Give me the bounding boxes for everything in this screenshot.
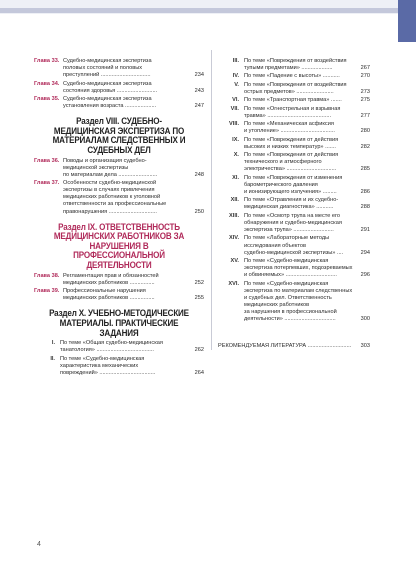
entry-number: XII. xyxy=(230,197,239,204)
entry-number: XVI. xyxy=(228,280,239,287)
entry-page: 243 xyxy=(194,87,204,94)
entry-page: 255 xyxy=(194,295,204,302)
top-bar xyxy=(0,8,398,13)
entry-title: По теме «Лабораторные методы исследования объектов судебно-медицинской экспертизы» .... xyxy=(244,235,344,256)
entry-title: По теме «Повреждения от действия технического и атмосферного электричества» ................................ xyxy=(244,152,339,173)
entry-number: IX. xyxy=(232,136,239,143)
topic-list-left xyxy=(34,340,204,377)
entry-title: По теме «Падение с высоты» ........... xyxy=(244,73,340,80)
topic-entry[interactable] xyxy=(218,258,370,279)
entry-number: III. xyxy=(232,58,239,64)
entry-number: Глава 34. xyxy=(34,80,60,87)
literature-page: 303 xyxy=(360,343,370,350)
entry-title: По теме «Повреждения от воздействия острых предметов» ........................ xyxy=(244,81,347,95)
topic-entry[interactable] xyxy=(218,213,370,234)
entry-title: По теме «Повреждения от воздействия тупыми предметами» .................... xyxy=(244,58,347,72)
entry-title: Судебно-медицинская экспертиза состояния здоровья .......................... xyxy=(63,80,158,94)
entry-number: Глава 35. xyxy=(34,96,60,103)
entry-page: 270 xyxy=(360,73,370,80)
literature-entry[interactable] xyxy=(218,343,370,350)
entry-number: Глава 33. xyxy=(34,58,60,64)
chapter-entry[interactable] xyxy=(34,58,204,79)
entry-page: 252 xyxy=(194,279,204,286)
entry-number: Глава 38. xyxy=(34,272,60,279)
entry-title: Судебно-медицинская экспертиза установления возраста .................... xyxy=(63,96,157,110)
entry-page: 291 xyxy=(360,227,370,234)
entry-page: 294 xyxy=(360,249,370,256)
topic-entry[interactable] xyxy=(218,106,370,120)
entry-number: XIII. xyxy=(229,212,239,219)
topic-entry[interactable] xyxy=(218,197,370,211)
entry-number: Глава 37. xyxy=(34,180,60,187)
toc-left-column xyxy=(34,58,204,378)
toc-right-column xyxy=(218,58,370,352)
entry-page: 247 xyxy=(194,103,204,110)
entry-title: По теме «Отравления и их судебно- медицинская диагностика» ........... xyxy=(244,197,339,211)
topic-entry[interactable] xyxy=(218,175,370,196)
entry-page: 267 xyxy=(360,65,370,72)
entry-number: VII. xyxy=(230,105,239,112)
entry-title: По теме «Повреждения от изменения барометрического давления и ионизирующего излучения» ......... xyxy=(244,174,343,195)
section-10-title: Раздел X. УЧЕБНО-МЕТОДИЧЕСКИЕ МАТЕРИАЛЫ. ПРАКТИЧЕСКИЕ ЗАДАНИЯ xyxy=(49,307,189,338)
entry-title: По теме «Судебно-медицинская характеристика механических повреждений» .................................... xyxy=(60,355,156,376)
entry-page: 286 xyxy=(360,188,370,195)
chapter-entry[interactable] xyxy=(34,81,204,95)
entry-page: 280 xyxy=(360,128,370,135)
corner-tab xyxy=(398,0,416,42)
topic-entry[interactable] xyxy=(218,137,370,151)
chapter-list-a xyxy=(34,58,204,110)
column-divider xyxy=(211,50,212,350)
chapter-list-b xyxy=(34,158,204,216)
entry-page: 250 xyxy=(194,208,204,215)
chapter-entry[interactable] xyxy=(34,96,204,110)
chapter-list-c xyxy=(34,273,204,303)
entry-number: X. xyxy=(233,152,239,159)
page-number: 4 xyxy=(37,541,41,548)
topic-entry[interactable] xyxy=(218,281,370,324)
section-8-title: Раздел VIII. СУДЕБНО-МЕДИЦИНСКАЯ ЭКСПЕРТИЗА ПО МАТЕРИАЛАМ СЛЕДСТВЕННЫХ И СУДЕБНЫХ ДЕЛ xyxy=(52,115,186,156)
entry-number: XI. xyxy=(232,174,239,181)
entry-number: Глава 39. xyxy=(34,288,60,295)
entry-title: По теме «Огнестрельная и взрывная травма» ......................................... xyxy=(244,105,341,119)
entry-title: Регламентация прав и обязанностей медицинских работников ................ xyxy=(63,272,159,286)
entry-title: По теме «Осмотр трупа на месте его обнаружения и судебно-медицинская экспертиза трупа» .......................... xyxy=(244,212,342,234)
entry-page: 273 xyxy=(360,88,370,95)
entry-title: Поводы и организация судебно- медицинской экспертизы по материалам дела ......................... xyxy=(63,157,158,178)
entry-page: 264 xyxy=(194,369,204,376)
chapter-entry[interactable] xyxy=(34,158,204,179)
entry-number: II. xyxy=(50,355,55,362)
entry-title: Судебно-медицинская экспертиза половых состояний и половых преступлений ................................ xyxy=(63,58,152,79)
entry-title: Профессиональные нарушения медицинских работников ................ xyxy=(63,288,155,302)
entry-page: 275 xyxy=(360,97,370,104)
entry-page: 234 xyxy=(194,72,204,79)
entry-page: 277 xyxy=(360,112,370,119)
entry-page: 300 xyxy=(360,316,370,323)
entry-title: Особенности судебно-медицинской экспертизы в случаях привлечения медицинских работников к уголовной ответственности за профессиональные правонарушения ............................... xyxy=(63,180,167,215)
entry-title: По теме «Механическая асфиксия и утопление» ................................... xyxy=(244,121,335,135)
entry-number: I. xyxy=(51,340,55,347)
entry-number: XV. xyxy=(230,258,239,264)
entry-title: По теме «Транспортная травма» ....... xyxy=(244,97,342,104)
entry-page: 296 xyxy=(360,272,370,279)
entry-number: XIV. xyxy=(228,235,239,242)
topic-entry[interactable] xyxy=(34,356,204,377)
entry-page: 288 xyxy=(360,204,370,211)
topic-entry[interactable] xyxy=(218,97,370,104)
topic-entry[interactable] xyxy=(218,235,370,256)
topic-entry[interactable] xyxy=(218,82,370,96)
entry-number: IV. xyxy=(232,73,239,80)
chapter-entry[interactable] xyxy=(34,288,204,302)
entry-number: VI. xyxy=(232,97,239,104)
entry-page: 285 xyxy=(360,166,370,173)
entry-number: Глава 36. xyxy=(34,157,60,164)
topic-entry[interactable] xyxy=(218,58,370,72)
entry-page: 248 xyxy=(194,171,204,178)
entry-page: 282 xyxy=(360,143,370,150)
section-9-title: Раздел IX. ОТВЕТСТВЕННОСТЬ МЕДИЦИНСКИХ РАБОТНИКОВ ЗА НАРУШЕНИЯ В ПРОФЕССИОНАЛЬНОЙ ДЕЯТЕЛЬНОСТИ xyxy=(53,220,185,271)
entry-number: V. xyxy=(234,81,239,88)
entry-title: По теме «Судебно-медицинская экспертиза по материалам следственных и судебных дел. Ответственность медицинских работников за нарушения в профессиональной деятельности» ................................. xyxy=(244,280,353,323)
entry-title: По теме «Общая судебно-медицинская танатология» ..................................... xyxy=(60,340,163,354)
topic-list-right xyxy=(218,58,370,323)
literature-label: РЕКОМЕНДУЕМАЯ ЛИТЕРАТУРА ............................ xyxy=(218,343,352,350)
entry-title: По теме «Судебно-медицинская экспертиза потерпевших, подозреваемых и обвиняемых» ................................. xyxy=(244,258,353,279)
entry-title: По теме «Повреждения от действия высоких и низких температур» ....... xyxy=(244,136,339,150)
entry-page: 262 xyxy=(194,347,204,354)
topic-entry[interactable] xyxy=(218,121,370,135)
entry-number: VIII. xyxy=(229,121,239,128)
topic-entry[interactable] xyxy=(34,340,204,354)
topic-entry[interactable] xyxy=(218,73,370,80)
topic-entry[interactable] xyxy=(218,152,370,173)
chapter-entry[interactable] xyxy=(34,273,204,287)
chapter-entry[interactable] xyxy=(34,180,204,215)
